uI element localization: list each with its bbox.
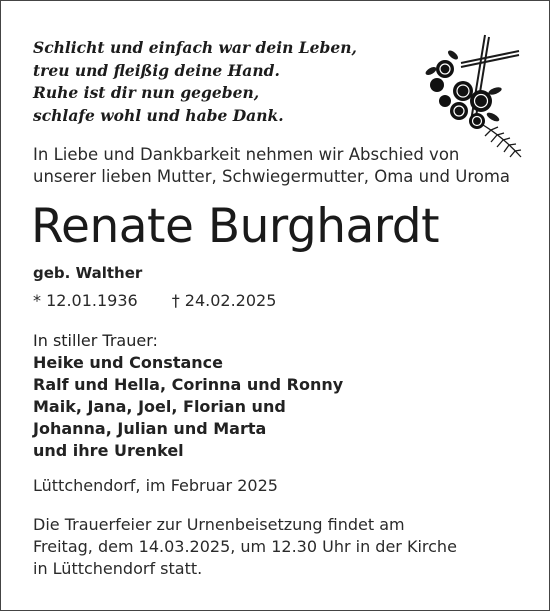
life-dates	[33, 290, 276, 312]
poem-line: Ruhe ist dir nun gegeben,	[33, 83, 260, 102]
service-line: Freitag, dem 14.03.2025, um 12.30 Uhr in der Kirche	[33, 537, 457, 556]
mourners-list	[33, 330, 343, 462]
poem-line: Schlicht und einfach war dein Leben,	[33, 38, 357, 57]
mourner-line: Ralf und Hella, Corinna und Ronny	[33, 375, 344, 394]
service-notice	[33, 514, 457, 580]
place-and-date: Lüttchendorf, im Februar 2025	[33, 476, 278, 495]
poem	[33, 37, 357, 127]
mourner-line: Maik, Jana, Joel, Florian und	[33, 397, 286, 416]
mourner-line: Heike und Constance	[33, 353, 223, 372]
mourner-line: und ihre Urenkel	[33, 441, 184, 460]
death-date: † 24.02.2025	[171, 291, 277, 310]
mourners-lead: In stiller Trauer:	[33, 331, 158, 350]
intro-line: unserer lieben Mutter, Schwiegermutter, Oma und Uroma	[33, 167, 511, 186]
deceased-name: Renate Burghardt	[31, 199, 440, 254]
service-line: Die Trauerfeier zur Urnenbeisetzung findet am	[33, 515, 405, 534]
birth-date: * 12.01.1936	[33, 291, 138, 310]
maiden-name: geb. Walther	[33, 264, 143, 282]
poem-line: treu und fleißig deine Hand.	[33, 60, 280, 80]
intro-line: In Liebe und Dankbarkeit nehmen wir Abschied von	[33, 145, 460, 164]
cross-with-roses-icon	[423, 29, 527, 161]
service-line: in Lüttchendorf statt.	[33, 559, 203, 578]
mourner-line: Johanna, Julian und Marta	[33, 419, 267, 438]
intro-text	[33, 144, 510, 188]
poem-line: schlafe wohl und habe Dank.	[33, 105, 284, 125]
